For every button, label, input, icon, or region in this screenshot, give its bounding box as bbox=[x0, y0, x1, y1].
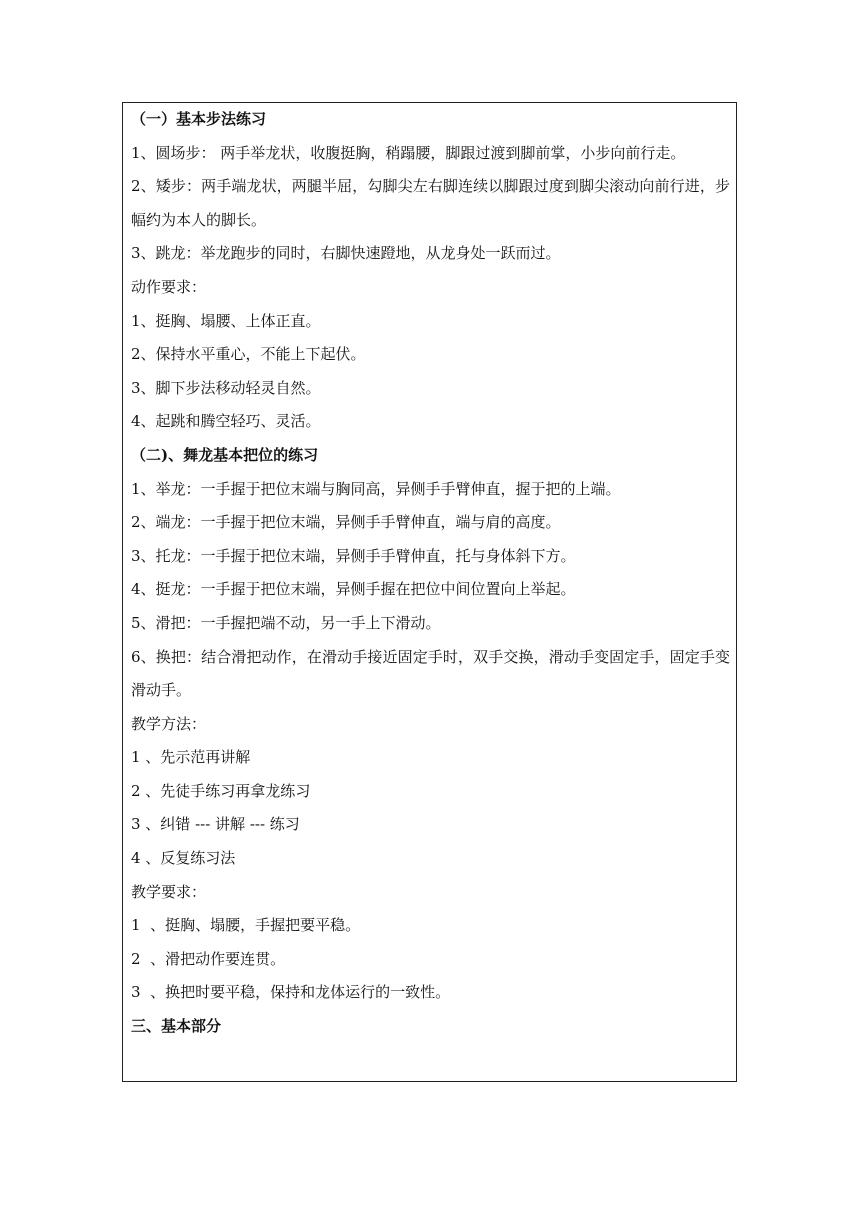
text-line: 教学要求： bbox=[131, 882, 207, 901]
text-line: 3 、换把时要平稳，保持和龙体运行的一致性。 bbox=[131, 983, 451, 1002]
section-heading: 三、基本部分 bbox=[131, 1017, 222, 1036]
text-line: 3、跳龙：举龙跑步的同时，右脚快速蹬地，从龙身处一跃而过。 bbox=[131, 244, 561, 263]
section-heading: （一）基本步法练习 bbox=[131, 110, 267, 128]
text-line: 1、举龙：一手握于把位末端与胸同高，异侧手手臂伸直，握于把的上端。 bbox=[131, 479, 621, 498]
text-line: 1、挺胸、塌腰、上体正直。 bbox=[131, 311, 321, 330]
text-line: 1、圆场步： 两手举龙状，收腹挺胸，稍蹋腰，脚跟过渡到脚前掌，小步向前行走。 bbox=[131, 143, 686, 162]
lesson-plan-table-cell bbox=[122, 102, 737, 1082]
text-line: 5、滑把：一手握把端不动，另一手上下滑动。 bbox=[131, 613, 441, 632]
text-line: 1 、挺胸、塌腰，手握把要平稳。 bbox=[131, 916, 361, 935]
text-line: 3、托龙：一手握于把位末端，异侧手手臂伸直，托与身体斜下方。 bbox=[131, 546, 576, 565]
text-line: 教学方法： bbox=[131, 714, 207, 733]
text-line: 4 、反复练习法 bbox=[131, 849, 236, 868]
text-line: 2、矮步：两手端龙状，两腿半屈，勾脚尖左右脚连续以脚跟过度到脚尖滚动向前行进，步幅约为本人的脚长。 bbox=[131, 177, 730, 229]
text-line: 2、端龙：一手握于把位末端，异侧手手臂伸直，端与肩的高度。 bbox=[131, 513, 561, 532]
text-line: 4、挺龙：一手握于把位末端，异侧手握在把位中间位置向上举起。 bbox=[131, 580, 576, 599]
text-line: 动作要求： bbox=[131, 277, 207, 296]
text-line: 2 、滑把动作要连贯。 bbox=[131, 949, 286, 968]
text-line: 1 、先示范再讲解 bbox=[131, 748, 251, 767]
text-line: 2 、先徒手练习再拿龙练习 bbox=[131, 781, 311, 800]
text-line: 3、脚下步法移动轻灵自然。 bbox=[131, 378, 321, 397]
text-line: 4、起跳和腾空轻巧、灵活。 bbox=[131, 412, 321, 431]
section-heading: （二)、舞龙基本把位的练习 bbox=[131, 445, 319, 464]
text-line: 6、换把：结合滑把动作，在滑动手接近固定手时，双手交换，滑动手变固定手，固定手变滑动手。 bbox=[131, 647, 730, 700]
lesson-content bbox=[131, 103, 730, 1044]
text-line: 3 、纠错 --- 讲解 --- 练习 bbox=[131, 815, 300, 834]
text-line: 2、保持水平重心，不能上下起伏。 bbox=[131, 345, 366, 364]
